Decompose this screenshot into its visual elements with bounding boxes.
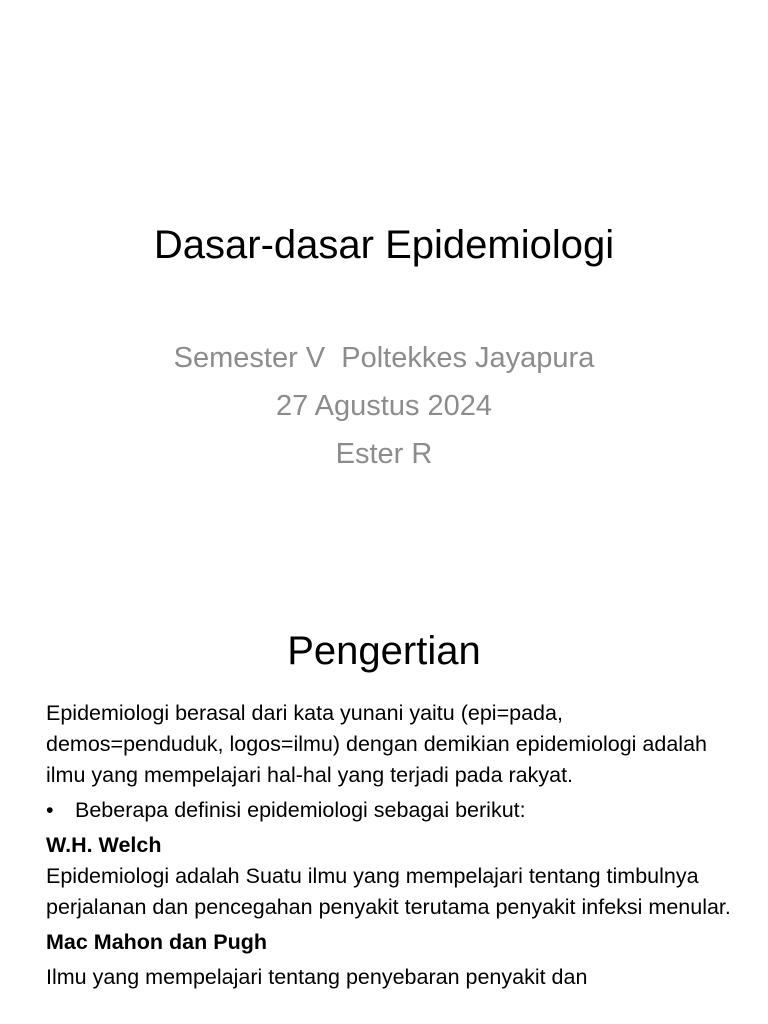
subtitle-line-author: Ester R <box>335 438 433 470</box>
definition-text: Ilmu yang mempelajari tentang penyebaran penyakit dan <box>46 965 588 989</box>
slide-title: Dasar-dasar Epidemiologi <box>153 223 615 267</box>
slide-body <box>46 698 736 993</box>
subtitle-line-date: 27 Agustus 2024 <box>275 390 493 422</box>
bullet-item <box>46 795 736 826</box>
definition-author: Mac Mahon dan Pugh <box>46 930 267 954</box>
definition-author: W.H. Welch <box>46 833 162 857</box>
subtitle-line-course: Semester V Poltekkes Jayapura <box>173 342 595 374</box>
bullet-icon: • <box>46 798 54 822</box>
definition-text: Epidemiologi adalah Suatu ilmu yang mempelajari tentang timbulnya perjalanan dan pencegahan penyakit terutama penyakit infeksi menular. <box>46 864 731 919</box>
bullet-text: Beberapa definisi epidemiologi sebagai berikut: <box>75 798 526 822</box>
intro-paragraph: Epidemiologi berasal dari kata yunani yaitu (epi=pada, demos=penduduk, logos=ilmu) dengan demikian epidemiologi adalah ilmu yang mempelajari hal-hal yang terjadi pada rakyat. <box>46 701 707 787</box>
definition-slide <box>0 580 768 1024</box>
slide-title: Pengertian <box>287 629 481 673</box>
slide-subtitle <box>0 334 768 478</box>
